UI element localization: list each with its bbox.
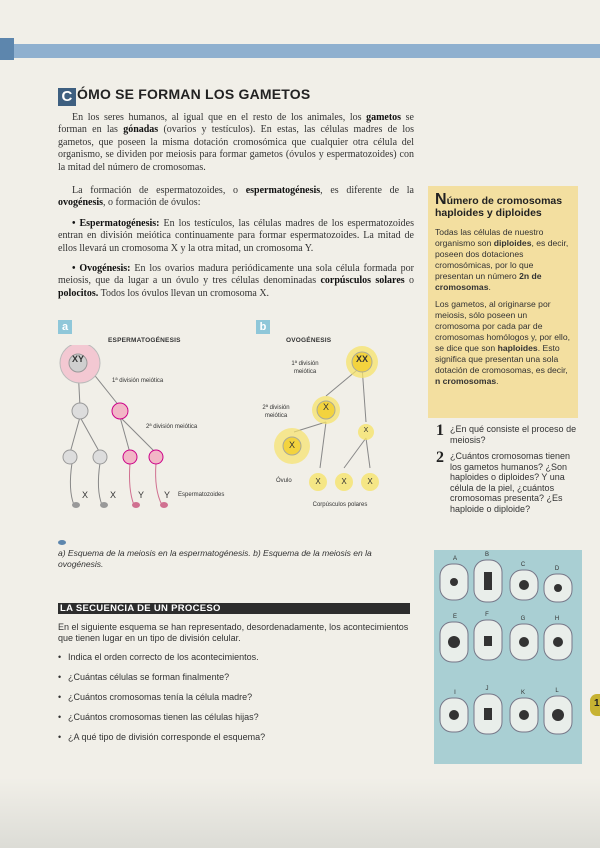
sperm-mother-cell-label: XY (71, 354, 84, 364)
cell-label: A (452, 556, 457, 562)
cell-label: G (520, 616, 526, 622)
header-bar (0, 44, 600, 58)
cell-division-stages (434, 550, 582, 764)
section-heading: LA SECUENCIA DE UN PROCESO (58, 603, 410, 614)
sperm-chrom-1: X (82, 490, 89, 500)
caption-marker (58, 540, 66, 545)
activity-item: • Indica el orden correcto de los acontecimientos. (58, 652, 414, 663)
intro-paragraph: En los seres humanos, al igual que en el resto de los animales, los gametos se forman en las gónadas (ovarios y testículos). En estas, las células madres de los gametos, que poseen la misma dotación cromosómica que cualquier otra célula del organismo, se dividen por meiosis para formar gametos (óvulos y espermatozoides) con la mitad del número de cromosomas. (58, 112, 414, 173)
gametogenesis-text (58, 185, 414, 300)
oo-polar-chrom-2: X (341, 477, 347, 486)
bullet-spermatogenesis: • Espermatogénesis: En los testículos, las células madres de los espermatozoides entran en división meiótica continuamente para formar espermatozoides. La mitad de ellos llevará un cromosoma X y la otra mitad, un cromosoma Y. (58, 217, 414, 254)
sidebox-paragraph-1: Todas las células de nuestro organismo son diploides, es decir, poseen dos dotaciones cromosómicas, por lo que presentan un número 2n de cromosomas. (435, 227, 569, 292)
oo-ovum-chrom-label: X (288, 440, 295, 450)
figure-caption: a) Esquema de la meiosis en la espermatogénesis. b) Esquema de la meiosis en la ovogénesis. (58, 548, 372, 569)
oo-small-cell-label: X (363, 427, 369, 434)
title-initial: C (58, 88, 76, 106)
oo-polar-chrom-1: X (315, 477, 321, 486)
activity-item: • ¿A qué tipo de división corresponde el esquema? (58, 732, 414, 743)
activity-item: • ¿Cuántas células se forman finalmente? (58, 672, 414, 683)
questions (436, 424, 578, 520)
oo-division-2: 2ª división meiótica (262, 405, 290, 419)
sperm-chrom-3: Y (138, 490, 145, 500)
oo-division-1: 1ª división meiótica (291, 361, 319, 375)
cell-label: D (554, 566, 560, 572)
oo-polar-bodies-label: Corpúsculos polares (312, 502, 368, 508)
cell-label: B (484, 552, 489, 558)
page-title: C ÓMO SE FORMAN LOS GAMETOS (58, 86, 310, 106)
page-number: 1 (594, 698, 600, 709)
cell-label: H (554, 616, 560, 622)
oo-mother-cell-label: XX (355, 354, 368, 364)
paragraph-2: La formación de espermatozoides, o espermatogénesis, es diferente de la ovogénesis, o formación de óvulos: (58, 185, 414, 209)
activity-item: • ¿Cuántos cromosomas tenía la célula madre? (58, 692, 414, 703)
sidebox-paragraph-2: Los gametos, al originarse por meiosis, sólo poseen un cromosoma por cada par de cromosomas homólogos y, por ello, se dice que son haploides. Esto significa que presentan una sola dotación de cromosomas, es decir, n cromosomas. (435, 299, 571, 386)
activity-item: • ¿Cuántos cromosomas tienen las células hijas? (58, 712, 414, 723)
question-1: 1 ¿En qué consiste el proceso de meiosis? (436, 422, 577, 445)
cell-label: F (485, 612, 489, 618)
sperm-chrom-2: X (110, 490, 117, 500)
oo-middle-cell-label: X (322, 402, 329, 412)
cell-label: L (555, 688, 559, 694)
haploid-diploid-box (428, 186, 578, 418)
activity (58, 622, 414, 752)
sperm-result-label: Espermatozoides (178, 492, 225, 498)
cell-label: K (520, 690, 525, 696)
cell-label: C (520, 562, 526, 568)
figure-a-title: ESPERMATOGÉNESIS (108, 337, 181, 344)
question-2: 2 ¿Cuántos cromosomas tienen los gametos humanos? ¿Son haploides o diploides? Y una célula de la piel, ¿cuántos cromosomas presenta? ¿Es haploide o diploide? (436, 449, 571, 514)
activity-list (58, 652, 414, 743)
sperm-chrom-4: Y (164, 490, 171, 500)
sperm-division-1: 1ª división meiótica (112, 378, 164, 384)
intro-text (58, 112, 414, 174)
oo-polar-chrom-3: X (367, 477, 373, 486)
sidebox-title: Número de cromosomas haploides y diploides (435, 191, 563, 219)
figure-b-title: OVOGÉNESIS (286, 337, 332, 344)
oo-ovulo-label: Óvulo (276, 478, 292, 484)
cell-label: E (452, 614, 457, 620)
cell-label: I (454, 690, 456, 696)
figure-b-label: b (256, 320, 270, 334)
figure-a-label: a (58, 320, 72, 334)
activity-intro: En el siguiente esquema se han representado, desordenadamente, los acontecimientos que tienen lugar en un tipo de división celular. (58, 622, 409, 643)
page-footer-shadow (0, 778, 600, 848)
sperm-division-2: 2ª división meiótica (146, 424, 198, 430)
cell-label: J (485, 686, 489, 692)
left-margin-tab (0, 38, 14, 60)
cell-division-panel (434, 550, 582, 764)
bullet-oogenesis: • Ovogénesis: En los ovarios madura periódicamente una sola célula formada por meiosis, que da lugar a un óvulo y tres células denominadas corpúsculos solares o polocitos. Todos los óvulos llevan un cromosoma X. (58, 263, 415, 299)
